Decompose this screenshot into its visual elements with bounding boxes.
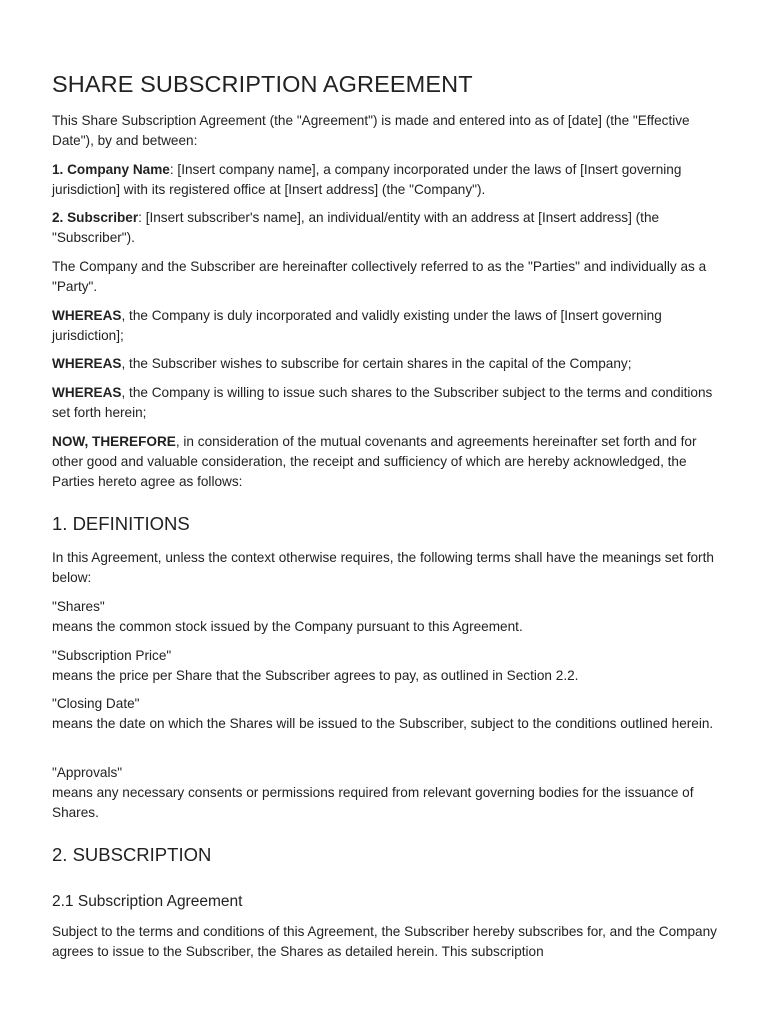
section-2-heading: 2. SUBSCRIPTION (52, 844, 212, 865)
definition-item (52, 646, 720, 686)
whereas-label: WHEREAS (52, 385, 122, 400)
now-therefore-text: , in consideration of the mutual covenants and agreements hereinafter set forth and for other good and valuable consideration, the receipt and sufficiency of which are hereby acknowledged, the Parties hereto agree as follows: (52, 434, 697, 489)
party-subscriber-paragraph (52, 208, 720, 248)
party-subscriber-text: : [Insert subscriber's name], an individual/entity with an address at [Insert address] (the "Subscriber"). (52, 210, 660, 245)
definition-item (52, 694, 720, 734)
whereas-paragraph-3 (52, 383, 720, 423)
whereas-text: , the Company is willing to issue such shares to the Subscriber subject to the terms and conditions set forth herein; (52, 385, 713, 420)
party-company-text: : [Insert company name], a company incorporated under the laws of [Insert governing jurisdiction] with its registered office at [Insert address] (the "Company"). (52, 162, 682, 197)
definition-term: "Shares" (52, 599, 105, 614)
definition-term: "Closing Date" (52, 696, 140, 711)
party-subscriber-label: 2. Subscriber (52, 210, 139, 225)
whereas-paragraph-2 (52, 354, 720, 374)
definition-meaning: means the common stock issued by the Company pursuant to this Agreement. (52, 619, 523, 634)
whereas-label: WHEREAS (52, 308, 122, 323)
parties-paragraph: The Company and the Subscriber are hereinafter collectively referred to as the "Parties" and individually as a "Party". (52, 259, 707, 294)
whereas-text: , the Subscriber wishes to subscribe for certain shares in the capital of the Company; (121, 356, 632, 371)
party-company-paragraph (52, 160, 720, 200)
definitions-intro: In this Agreement, unless the context otherwise requires, the following terms shall have the meanings set forth below: (52, 550, 714, 585)
intro-paragraph: This Share Subscription Agreement (the "Agreement") is made and entered into as of [date] (the "Effective Date"), by and between: (52, 113, 690, 148)
definition-meaning: means the date on which the Shares will be issued to the Subscriber, subject to the conditions outlined herein. (52, 716, 714, 731)
subsection-2-1-text: Subject to the terms and conditions of this Agreement, the Subscriber hereby subscribes for, and the Company agrees to issue to the Subscriber, the Shares as detailed herein. This subscription (52, 924, 717, 959)
whereas-paragraph-1 (52, 306, 720, 346)
section-1-heading: 1. DEFINITIONS (52, 513, 190, 534)
party-company-label: 1. Company Name (52, 162, 170, 177)
whereas-text: , the Company is duly incorporated and validly existing under the laws of [Insert governing jurisdiction]; (52, 308, 662, 343)
definition-meaning: means the price per Share that the Subscriber agrees to pay, as outlined in Section 2.2. (52, 668, 579, 683)
definition-term: "Approvals" (52, 765, 123, 780)
now-therefore-label: NOW, THEREFORE (52, 434, 176, 449)
now-therefore-paragraph (52, 432, 720, 492)
definition-term: "Subscription Price" (52, 648, 172, 663)
definition-meaning: means any necessary consents or permissions required from relevant governing bodies for the issuance of Shares. (52, 785, 694, 820)
definition-item (52, 597, 720, 637)
subsection-2-1-heading: 2.1 Subscription Agreement (52, 893, 243, 910)
document-title: SHARE SUBSCRIPTION AGREEMENT (52, 71, 473, 97)
whereas-label: WHEREAS (52, 356, 122, 371)
definition-item (52, 763, 720, 823)
